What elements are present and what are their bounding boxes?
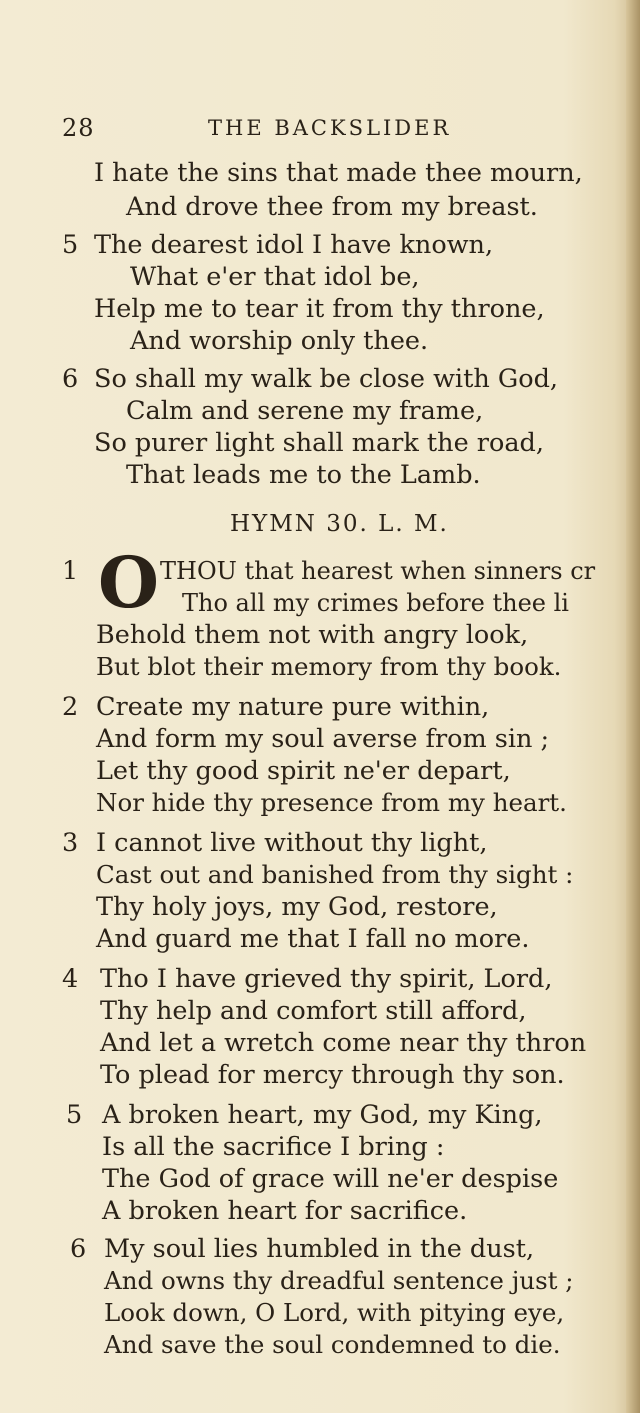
verse-line: And save the soul condemned to die. xyxy=(104,1330,561,1359)
verse-line: So shall my walk be close with God, xyxy=(94,364,558,394)
verse-line: But blot their memory from thy book. xyxy=(96,652,562,681)
verse-line: The dearest idol I have known, xyxy=(94,230,494,260)
running-title: THE BACKSLIDER xyxy=(208,116,452,140)
verse-line: What e'er that idol be, xyxy=(130,262,420,292)
verse-line: Is all the sacrifice I bring : xyxy=(102,1132,445,1162)
stanza-number: 6 xyxy=(70,1234,87,1264)
verse-line: Tho I have grieved thy spirit, Lord, xyxy=(100,964,553,994)
verse-line: Cast out and banished from thy sight : xyxy=(96,860,574,889)
verse-line: And worship only thee. xyxy=(130,326,429,356)
verse-line: The God of grace will ne'er despise xyxy=(102,1164,559,1194)
verse-line: To plead for mercy through thy son. xyxy=(100,1060,565,1090)
stanza-number: 5 xyxy=(66,1100,83,1130)
verse-line: Tho all my crimes before thee li xyxy=(182,589,569,617)
page-header xyxy=(62,114,582,148)
verse-line: And form my soul averse from sin ; xyxy=(96,724,550,754)
page-number: 28 xyxy=(62,114,95,142)
verse-line: Thy holy joys, my God, restore, xyxy=(96,892,498,922)
stanza-number: 1 xyxy=(62,556,79,586)
verse-line: That leads me to the Lamb. xyxy=(126,460,481,490)
verse-line: I cannot live without thy light, xyxy=(96,828,488,858)
verse-line: Let thy good spirit ne'er depart, xyxy=(96,756,511,786)
verse-line: Behold them not with angry look, xyxy=(96,620,529,650)
verse-line: My soul lies humbled in the dust, xyxy=(104,1234,535,1264)
verse-line: Calm and serene my frame, xyxy=(126,396,484,426)
verse-line: A broken heart, my God, my King, xyxy=(102,1100,543,1130)
verse-line: And guard me that I fall no more. xyxy=(96,924,530,954)
stanza-number: 5 xyxy=(62,230,79,260)
verse-line: Look down, O Lord, with pitying eye, xyxy=(104,1298,565,1327)
stanza-number: 3 xyxy=(62,828,79,858)
hymn-title: HYMN 30. L. M. xyxy=(230,511,449,537)
verse-line: So purer light shall mark the road, xyxy=(94,428,544,458)
verse-line: Thy help and comfort still afford, xyxy=(100,996,527,1026)
verse-line: A broken heart for sacrifice. xyxy=(102,1196,468,1226)
verse-line: And drove thee from my breast. xyxy=(126,192,538,222)
verse-line: And owns thy dreadful sentence just ; xyxy=(104,1266,574,1295)
stanza-number: 6 xyxy=(62,364,79,394)
verse-line: I hate the sins that made thee mourn, xyxy=(94,158,583,188)
stanza-number: 2 xyxy=(62,692,79,722)
verse-line: Nor hide thy presence from my heart. xyxy=(96,788,567,817)
verse-line: Create my nature pure within, xyxy=(96,692,490,722)
verse-line: And let a wretch come near thy thron xyxy=(100,1028,587,1058)
verse-line: Help me to tear it from thy throne, xyxy=(94,294,545,324)
page-edge xyxy=(626,0,640,1413)
drop-cap: O xyxy=(98,541,159,624)
verse-line: THOU that hearest when sinners cr xyxy=(160,557,596,585)
stanza-number: 4 xyxy=(62,964,79,994)
